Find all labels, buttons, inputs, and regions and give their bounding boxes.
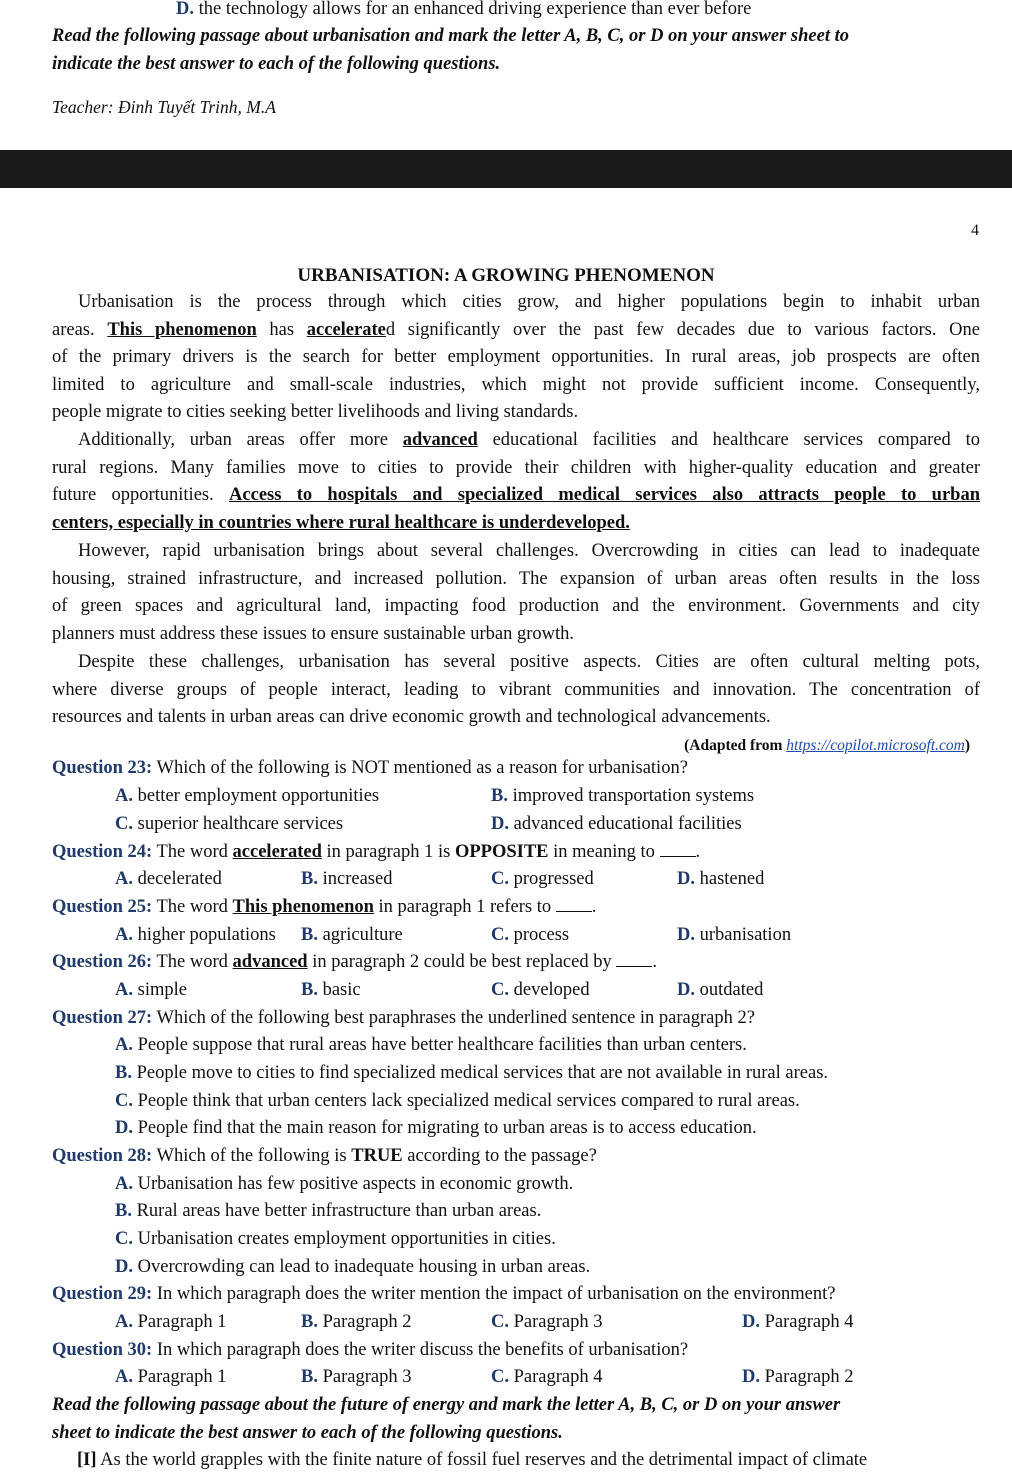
option-letter: D. [677, 980, 695, 1000]
option-text: Paragraph 4 [764, 1312, 854, 1332]
option-letter: B. [301, 869, 318, 889]
instruction-line: indicate the best answer to each of the following questions. [52, 53, 501, 74]
option-letter: A. [115, 869, 133, 889]
option-letter: C. [491, 869, 509, 889]
page-number: 4 [971, 222, 979, 239]
q25-option-c[interactable] [491, 922, 569, 950]
q28-option-d[interactable] [115, 1254, 590, 1282]
q24-option-a[interactable] [115, 866, 222, 894]
q29-option-c[interactable] [491, 1309, 603, 1337]
question-text: The word [152, 897, 233, 917]
text-run: areas. [52, 319, 108, 340]
question-label: Question 29: [52, 1284, 153, 1304]
paragraph-line: However, rapid urbanisation brings about several challenges. Overcrowding in cities can lead to inadequate [78, 541, 980, 561]
option-text: the technology allows for an enhanced driving experience than ever before [198, 0, 752, 19]
q29-option-a[interactable] [115, 1309, 227, 1337]
question-text: In which paragraph does the writer discuss the benefits of urbanisation? [152, 1340, 689, 1360]
paragraph-line: Urbanisation is the process through which cities grow, and higher populations begin to inhabit urban [78, 292, 980, 312]
text-run: d significantly over the past few decades due to various factors. One [385, 319, 980, 340]
option-text: decelerated [137, 869, 222, 889]
q27-option-d[interactable] [115, 1115, 757, 1143]
instruction-energy [52, 1392, 980, 1447]
option-text: Paragraph 2 [764, 1367, 854, 1387]
option-letter: C. [115, 1229, 133, 1249]
option-letter: A. [115, 1367, 133, 1387]
paragraph-text: As the world grapples with the finite nature of fossil fuel reserves and the detrimental impact of climate [96, 1450, 868, 1470]
option-letter: D. [677, 925, 695, 945]
q24-option-d[interactable] [677, 866, 764, 894]
option-letter: A. [115, 925, 133, 945]
teacher-credit: Teacher: Đinh Tuyết Trinh, M.A [52, 97, 276, 117]
option-text: progressed [513, 869, 594, 889]
option-text: increased [322, 869, 393, 889]
instruction-line: sheet to indicate the best answer to each of the following questions. [52, 1422, 563, 1443]
answer-blank [616, 952, 652, 967]
question-24 [52, 839, 700, 867]
q29-option-d[interactable] [742, 1309, 854, 1337]
q24-option-c[interactable] [491, 866, 594, 894]
option-text: urbanisation [699, 925, 792, 945]
option-text: People suppose that rural areas have better healthcare facilities than urban centers. [137, 1035, 747, 1055]
option-text: People find that the main reason for migrating to urban areas is to access education. [137, 1118, 757, 1138]
paragraph-line [52, 427, 980, 455]
answer-blank [660, 842, 696, 857]
q30-option-b[interactable] [301, 1364, 411, 1392]
question-23 [52, 755, 688, 783]
question-26 [52, 949, 657, 977]
option-text: Paragraph 2 [322, 1312, 412, 1332]
question-text: in meaning to [548, 842, 660, 862]
option-text: improved transportation systems [512, 786, 755, 806]
q29-option-b[interactable] [301, 1309, 411, 1337]
option-text: Rural areas have better infrastructure than urban areas. [136, 1201, 542, 1221]
q30-option-d[interactable] [742, 1364, 854, 1392]
option-letter: D. [176, 0, 194, 19]
paragraph-line [52, 510, 980, 538]
option-text: People think that urban centers lack specialized medical services compared to rural areas. [137, 1091, 800, 1111]
option-text: Urbanisation creates employment opportunities in cities. [137, 1229, 556, 1249]
q26-option-b[interactable] [301, 977, 361, 1005]
option-letter: B. [301, 1367, 318, 1387]
next-passage-first-line [77, 1447, 867, 1475]
option-text: Paragraph 1 [137, 1367, 227, 1387]
question-label: Question 25: [52, 897, 153, 917]
option-letter: C. [491, 1312, 509, 1332]
redaction-bar [0, 150, 1012, 188]
paragraph-line: limited to agriculture and small-scale industries, which might not provide sufficient income. Consequently, [52, 374, 980, 395]
question-keyword: advanced [232, 952, 308, 972]
underlined-sentence: Access to hospitals and specialized medical services also attracts people to urban [229, 485, 980, 506]
option-letter: D. [115, 1257, 133, 1277]
q25-option-b[interactable] [301, 922, 403, 950]
question-text: The word [152, 842, 233, 862]
option-letter: A. [115, 786, 133, 806]
option-letter: B. [301, 925, 318, 945]
instruction-line: Read the following passage about urbanisation and mark the letter A, B, C, or D on your answer sheet to [52, 26, 849, 46]
paragraph-line: Despite these challenges, urbanisation has several positive aspects. Cities are often cultural melting pots, [78, 652, 980, 672]
option-letter: B. [301, 980, 318, 1000]
option-letter: D. [742, 1312, 760, 1332]
q28-option-c[interactable] [115, 1226, 556, 1254]
paragraph-line: resources and talents in urban areas can drive economic growth and technological advancements. [52, 707, 771, 728]
q27-option-b[interactable] [115, 1060, 828, 1088]
q23-option-b[interactable] [491, 783, 754, 811]
paragraph-3 [52, 538, 980, 648]
option-text: developed [513, 980, 590, 1000]
q24-option-b[interactable] [301, 866, 392, 894]
q25-option-d[interactable] [677, 922, 791, 950]
option-text: basic [322, 980, 361, 1000]
question-text: in paragraph 2 could be best replaced by [307, 952, 617, 972]
option-text: hastened [699, 869, 765, 889]
option-text: Overcrowding can lead to inadequate housing in urban areas. [137, 1257, 591, 1277]
q27-option-a[interactable] [115, 1032, 747, 1060]
question-text: In which paragraph does the writer mention the impact of urbanisation on the environment? [152, 1284, 836, 1304]
q26-option-c[interactable] [491, 977, 590, 1005]
paragraph-line: planners must address these issues to ensure sustainable urban growth. [52, 623, 575, 644]
option-letter: A. [115, 1035, 133, 1055]
question-29 [52, 1281, 835, 1309]
text-run: educational facilities and healthcare services compared to [477, 430, 980, 450]
option-text: Paragraph 3 [513, 1312, 603, 1332]
option-letter: D. [742, 1367, 760, 1387]
option-letter: B. [301, 1312, 318, 1332]
question-end: . [591, 897, 597, 917]
question-text: The word [152, 952, 233, 972]
paragraph-line: people migrate to cities seeking better livelihoods and living standards. [52, 402, 579, 423]
underlined-sentence: centers, especially in countries where rural healthcare is underdeveloped. [52, 512, 630, 533]
option-text: better employment opportunities [137, 786, 380, 806]
question-end: . [695, 842, 701, 862]
question-label: Question 24: [52, 842, 153, 862]
question-label: Question 30: [52, 1340, 153, 1360]
option-text: Urbanisation has few positive aspects in economic growth. [137, 1174, 574, 1194]
option-text: Paragraph 1 [137, 1312, 227, 1332]
text-run: future opportunities. [52, 485, 230, 506]
q28-option-b[interactable] [115, 1198, 541, 1226]
question-text: Which of the following is NOT mentioned as a reason for urbanisation? [152, 758, 688, 778]
paragraph-2 [52, 427, 980, 537]
option-letter: C. [491, 980, 509, 1000]
option-letter: D. [491, 814, 509, 834]
option-letter: C. [115, 1091, 133, 1111]
option-text: superior healthcare services [137, 814, 344, 834]
q26-option-d[interactable] [677, 977, 763, 1005]
text-run: Additionally, urban areas offer more [78, 430, 403, 450]
paragraph-line: where diverse groups of people interact, leading to vibrant communities and innovation. The concentration of [52, 679, 980, 700]
question-28 [52, 1143, 597, 1171]
underlined-this-phenomenon: This phenomenon [107, 319, 257, 340]
option-letter: A. [115, 1174, 133, 1194]
option-text: People move to cities to find specialized medical services that are not available in rural areas. [136, 1063, 829, 1083]
paragraph-line [52, 317, 980, 345]
question-keyword: This phenomenon [232, 897, 374, 917]
q28-option-a[interactable] [115, 1171, 573, 1199]
option-text: higher populations [137, 925, 276, 945]
option-letter: D. [677, 869, 695, 889]
question-label: Question 26: [52, 952, 153, 972]
option-letter: C. [491, 925, 509, 945]
source-suffix: ) [964, 737, 970, 754]
option-letter: A. [115, 980, 133, 1000]
option-text: Paragraph 3 [322, 1367, 412, 1387]
passage-title: URBANISATION: A GROWING PHENOMENON [297, 265, 715, 286]
question-text: Which of the following is [152, 1146, 352, 1166]
option-text: simple [137, 980, 187, 1000]
source-link[interactable]: https://copilot.microsoft.com [786, 737, 965, 754]
paragraph-marker: [I] [77, 1450, 97, 1470]
paragraph-line: rural regions. Many families move to cities to provide their children with higher-quality education and greater [52, 457, 980, 478]
q30-option-c[interactable] [491, 1364, 603, 1392]
option-letter: C. [115, 814, 133, 834]
question-27 [52, 1005, 755, 1033]
paragraph-line: housing, strained infrastructure, and increased pollution. The expansion of urban areas often results in the loss [52, 568, 980, 589]
question-text: Which of the following best paraphrases the underlined sentence in paragraph 2? [152, 1008, 755, 1028]
option-text: outdated [699, 980, 764, 1000]
question-emphasis: OPPOSITE [454, 842, 549, 862]
question-end: . [652, 952, 657, 972]
paragraph-line [52, 482, 980, 510]
option-text: advanced educational facilities [513, 814, 742, 834]
q25-option-a[interactable] [115, 922, 276, 950]
question-label: Question 27: [52, 1008, 153, 1028]
q23-option-d[interactable] [491, 811, 742, 839]
question-text: in paragraph 1 refers to [373, 897, 556, 917]
option-text: process [513, 925, 570, 945]
paragraph-1 [52, 289, 980, 427]
option-letter: B. [115, 1063, 132, 1083]
question-text: in paragraph 1 is [321, 842, 455, 862]
paragraph-line: of the primary drivers is the search for better employment opportunities. In rural areas, job prospects are often [52, 347, 980, 368]
option-text: agriculture [322, 925, 403, 945]
q27-option-c[interactable] [115, 1088, 800, 1116]
answer-blank [556, 897, 592, 912]
option-letter: B. [491, 786, 508, 806]
underlined-advanced: advanced [402, 430, 478, 450]
option-letter: C. [491, 1367, 509, 1387]
question-label: Question 23: [52, 758, 153, 778]
question-keyword: accelerated [232, 842, 322, 862]
option-letter: B. [115, 1201, 132, 1221]
question-label: Question 28: [52, 1146, 153, 1166]
previous-option-d [176, 0, 751, 24]
paragraph-line: of green spaces and agricultural land, impacting food production and the environment. Governments and city [52, 596, 980, 617]
question-30 [52, 1337, 688, 1365]
option-text: Paragraph 4 [513, 1367, 603, 1387]
instruction-line: Read the following passage about the future of energy and mark the letter A, B, C, or D on your answer [52, 1395, 841, 1415]
q23-option-a[interactable] [115, 783, 379, 811]
q23-option-c[interactable] [115, 811, 343, 839]
option-letter: A. [115, 1312, 133, 1332]
option-letter: D. [115, 1118, 133, 1138]
underlined-accelerated: accelerate [306, 319, 386, 340]
question-25 [52, 894, 596, 922]
q30-option-a[interactable] [115, 1364, 227, 1392]
source-prefix: (Adapted from [684, 737, 787, 754]
q26-option-a[interactable] [115, 977, 187, 1005]
instruction-urbanisation [52, 23, 980, 78]
text-run: has [256, 319, 307, 340]
paragraph-4 [52, 649, 980, 732]
question-text: according to the passage? [402, 1146, 597, 1166]
source-citation [684, 732, 970, 760]
question-emphasis: TRUE [351, 1146, 403, 1166]
